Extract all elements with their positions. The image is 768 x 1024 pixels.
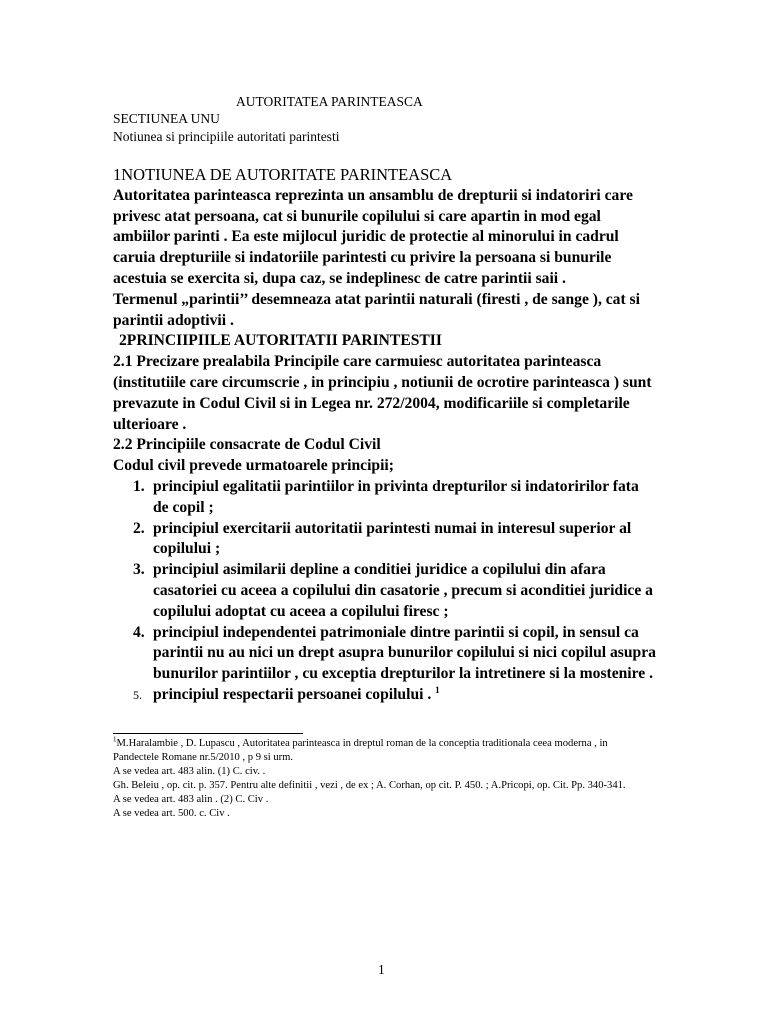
paragraph-termenul: Termenul „parintii’’ desemneaza atat parintii naturali (firesti , de sange ), cat si parintii adoptivii . xyxy=(113,290,640,329)
footnotes xyxy=(113,737,653,822)
heading-principiile: 2PRINCIIPIILE AUTORITATII PARINTESTII xyxy=(119,332,442,350)
document-title: AUTORITATEA PARINTEASCA xyxy=(236,94,423,109)
list-text: principiul egalitatii parintiilor in privinta drepturilor si indatoririlor fata de copil ; xyxy=(153,477,639,516)
list-text: principiul respectarii persoanei copilului . xyxy=(153,685,436,703)
footnote-text: M.Haralambie , D. Lupascu , Autoritatea parinteasca in dreptul roman de la conceptia traditionala ceea moderna , in Pandectele Romane nr.5/2010 , p 9 si urm. xyxy=(113,738,608,764)
section-title: SECTIUNEA UNU xyxy=(113,111,220,126)
paragraph-codul-civil-prevede: Codul civil prevede urmatoarele principii; xyxy=(113,457,394,475)
footnote: A se vedea art. 500. c. Civ . xyxy=(113,808,230,820)
page-number: 1 xyxy=(378,962,385,977)
list-number: 4. xyxy=(133,623,145,641)
list-item xyxy=(113,560,658,622)
heading-notiunea: 1NOTIUNEA DE AUTORITATE PARINTEASCA xyxy=(113,165,453,184)
footnote-marker: 1 xyxy=(113,735,117,744)
list-text: principiul independentei patrimoniale dintre parintii si copil, in sensul ca parintii nu au nici un drept asupra bunurilor copilului si nici copilul asupra bunurilor parintiilor , cu exceptia drepturilor la intretinere si la mostenire . xyxy=(153,623,656,683)
list-item xyxy=(113,519,658,561)
list-item xyxy=(113,477,658,519)
paragraph-precizare: 2.1 Precizare prealabila Principile care carmuiesc autoritatea parinteasca (institutiile care circumscrie , in principiu , notiunii de ocrotire parinteasca ) sunt prevazute in Codul Civil si in Legea nr. 272/2004, modificariile si completarile ulterioare . xyxy=(113,353,652,433)
subsection-title: Notiunea si principiile autoritati parintesti xyxy=(113,129,340,144)
footnote-ref[interactable]: 1 xyxy=(435,684,440,695)
list-item xyxy=(113,623,658,685)
list-number: 3. xyxy=(133,561,145,579)
footnote-separator xyxy=(113,733,303,734)
list-text: principiul asimilarii depline a conditiei juridice a copilului din afara casatoriei cu aceea a copilului din casatorie , precum si aconditiei juridice a copilului adoptat cu aceea a copilului firesc ; xyxy=(153,561,653,620)
list-item xyxy=(113,685,658,706)
list-text: principiul exercitarii autoritatii parintesti numai in interesul superior al copilului ; xyxy=(153,519,632,558)
list-number: 1. xyxy=(133,477,145,495)
footnote: A se vedea art. 483 alin . (2) C. Civ . xyxy=(113,794,269,806)
footnote xyxy=(113,737,653,765)
principles-list xyxy=(113,477,658,706)
footnote: Gh. Beleiu , op. cit. p. 357. Pentru alte definitii , vezi , de ex ; A. Corhan, op cit. P. 450. ; A.Pricopi, op. Cit. Pp. 340-341. xyxy=(113,780,626,792)
list-number: 2. xyxy=(133,519,145,537)
paragraph-definition: Autoritatea parinteasca reprezinta un ansamblu de drepturii si indatoriri care privesc atat persoana, cat si bunurile copilului si care apartin in mod egal ambiilor parinti . Ea este mijlocul juridic de protectie al minorului in cadrul caruia drepturiile si indatoriile parintesti cu privire la persoana si bunurile acestuia se exercita si, dupa caz, se indeplinesc de catre parintii saii . xyxy=(113,186,633,287)
footnote: A se vedea art. 483 alin. (1) C. civ. . xyxy=(113,766,266,778)
list-number: 5. xyxy=(133,687,142,702)
paragraph-principii-cod-civil: 2.2 Principiile consacrate de Codul Civil xyxy=(113,436,381,454)
document-body xyxy=(113,165,658,706)
